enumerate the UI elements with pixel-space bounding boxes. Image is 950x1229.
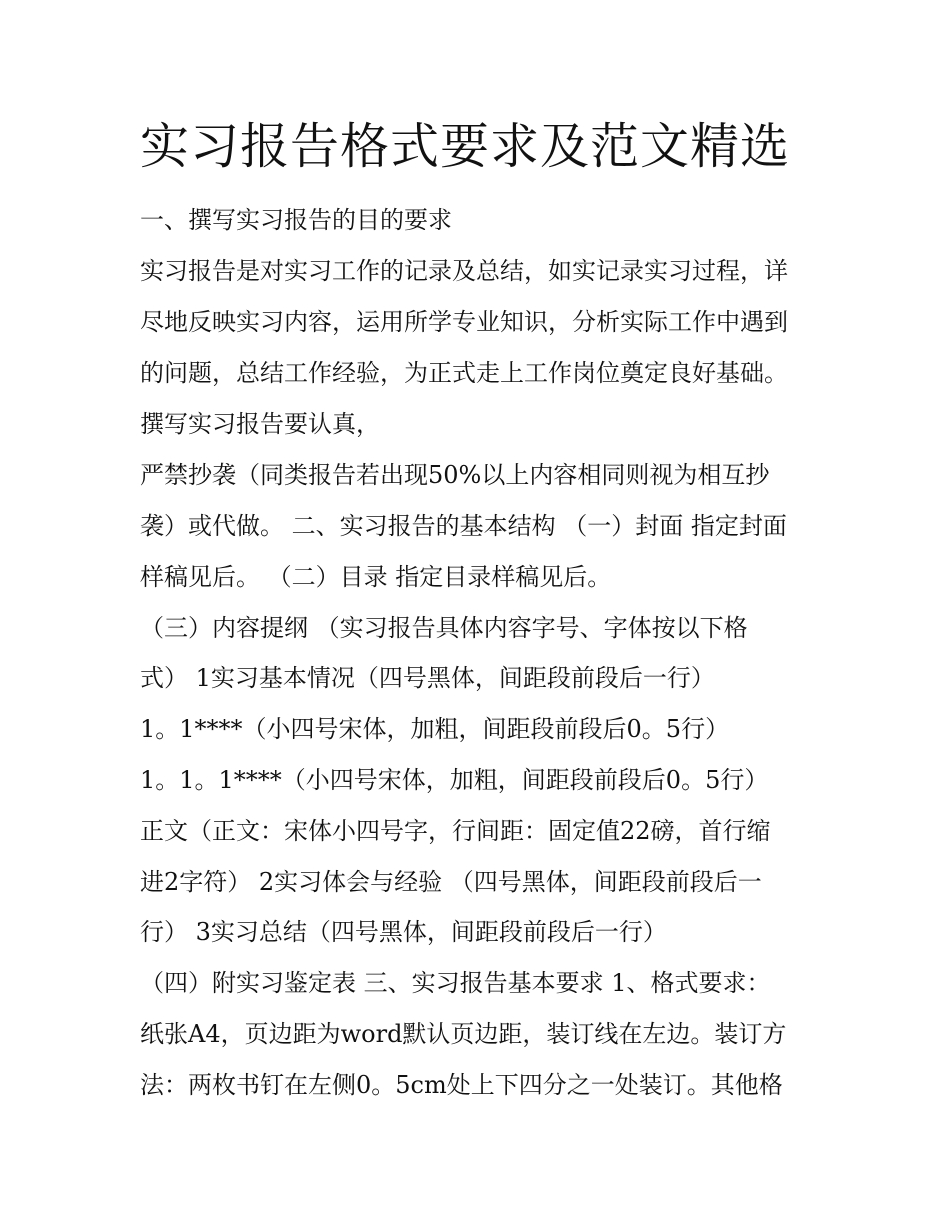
text-line: 法：两枚书钉在左侧0。5cm处上下四分之一处装订。其他格 — [140, 1071, 783, 1099]
text-line: 行） 3实习总结（四号黑体，间距段前段后一行） — [140, 918, 667, 946]
text-line: 实习报告是对实习工作的记录及总结，如实记录实习过程，详 — [140, 257, 788, 285]
text-line: 1。1。1****（小四号宋体，加粗，间距段前段后0。5行） — [140, 766, 769, 794]
text-line: 纸张A4，页边距为word默认页边距，装订线在左边。装订方 — [140, 1020, 787, 1048]
text-line: 袭）或代做。 二、实习报告的基本结构 （一）封面 指定封面 — [140, 512, 787, 540]
text-line: 1。1****（小四号宋体，加粗，间距段前段后0。5行） — [140, 715, 730, 743]
text-line: 样稿见后。 （二）目录 指定目录样稿见后。 — [140, 563, 612, 591]
text-line: 进2字符） 2实习体会与经验 （四号黑体，间距段前段后一 — [140, 868, 762, 896]
text-line: （三）内容提纲 （实习报告具体内容字号、字体按以下格 — [140, 614, 748, 642]
text-line: 严禁抄袭（同类报告若出现50%以上内容相同则视为相互抄 — [140, 461, 770, 489]
text-line: 正文（正文：宋体小四号字，行间距：固定值22磅，首行缩 — [140, 817, 771, 845]
text-line: （四）附实习鉴定表 三、实习报告基本要求 1、格式要求： — [140, 969, 771, 997]
text-line: 的问题，总结工作经验，为正式走上工作岗位奠定良好基础。 — [140, 359, 788, 387]
document-title: 实习报告格式要求及范文精选 — [140, 118, 791, 175]
text-line: 式） 1实习基本情况（四号黑体，间距段前段后一行） — [140, 664, 715, 692]
text-line: 撰写实习报告要认真， — [140, 410, 380, 438]
text-line: 尽地反映实习内容，运用所学专业知识，分析实际工作中遇到 — [140, 308, 788, 336]
section-heading: 一、撰写实习报告的目的要求 — [140, 206, 452, 234]
